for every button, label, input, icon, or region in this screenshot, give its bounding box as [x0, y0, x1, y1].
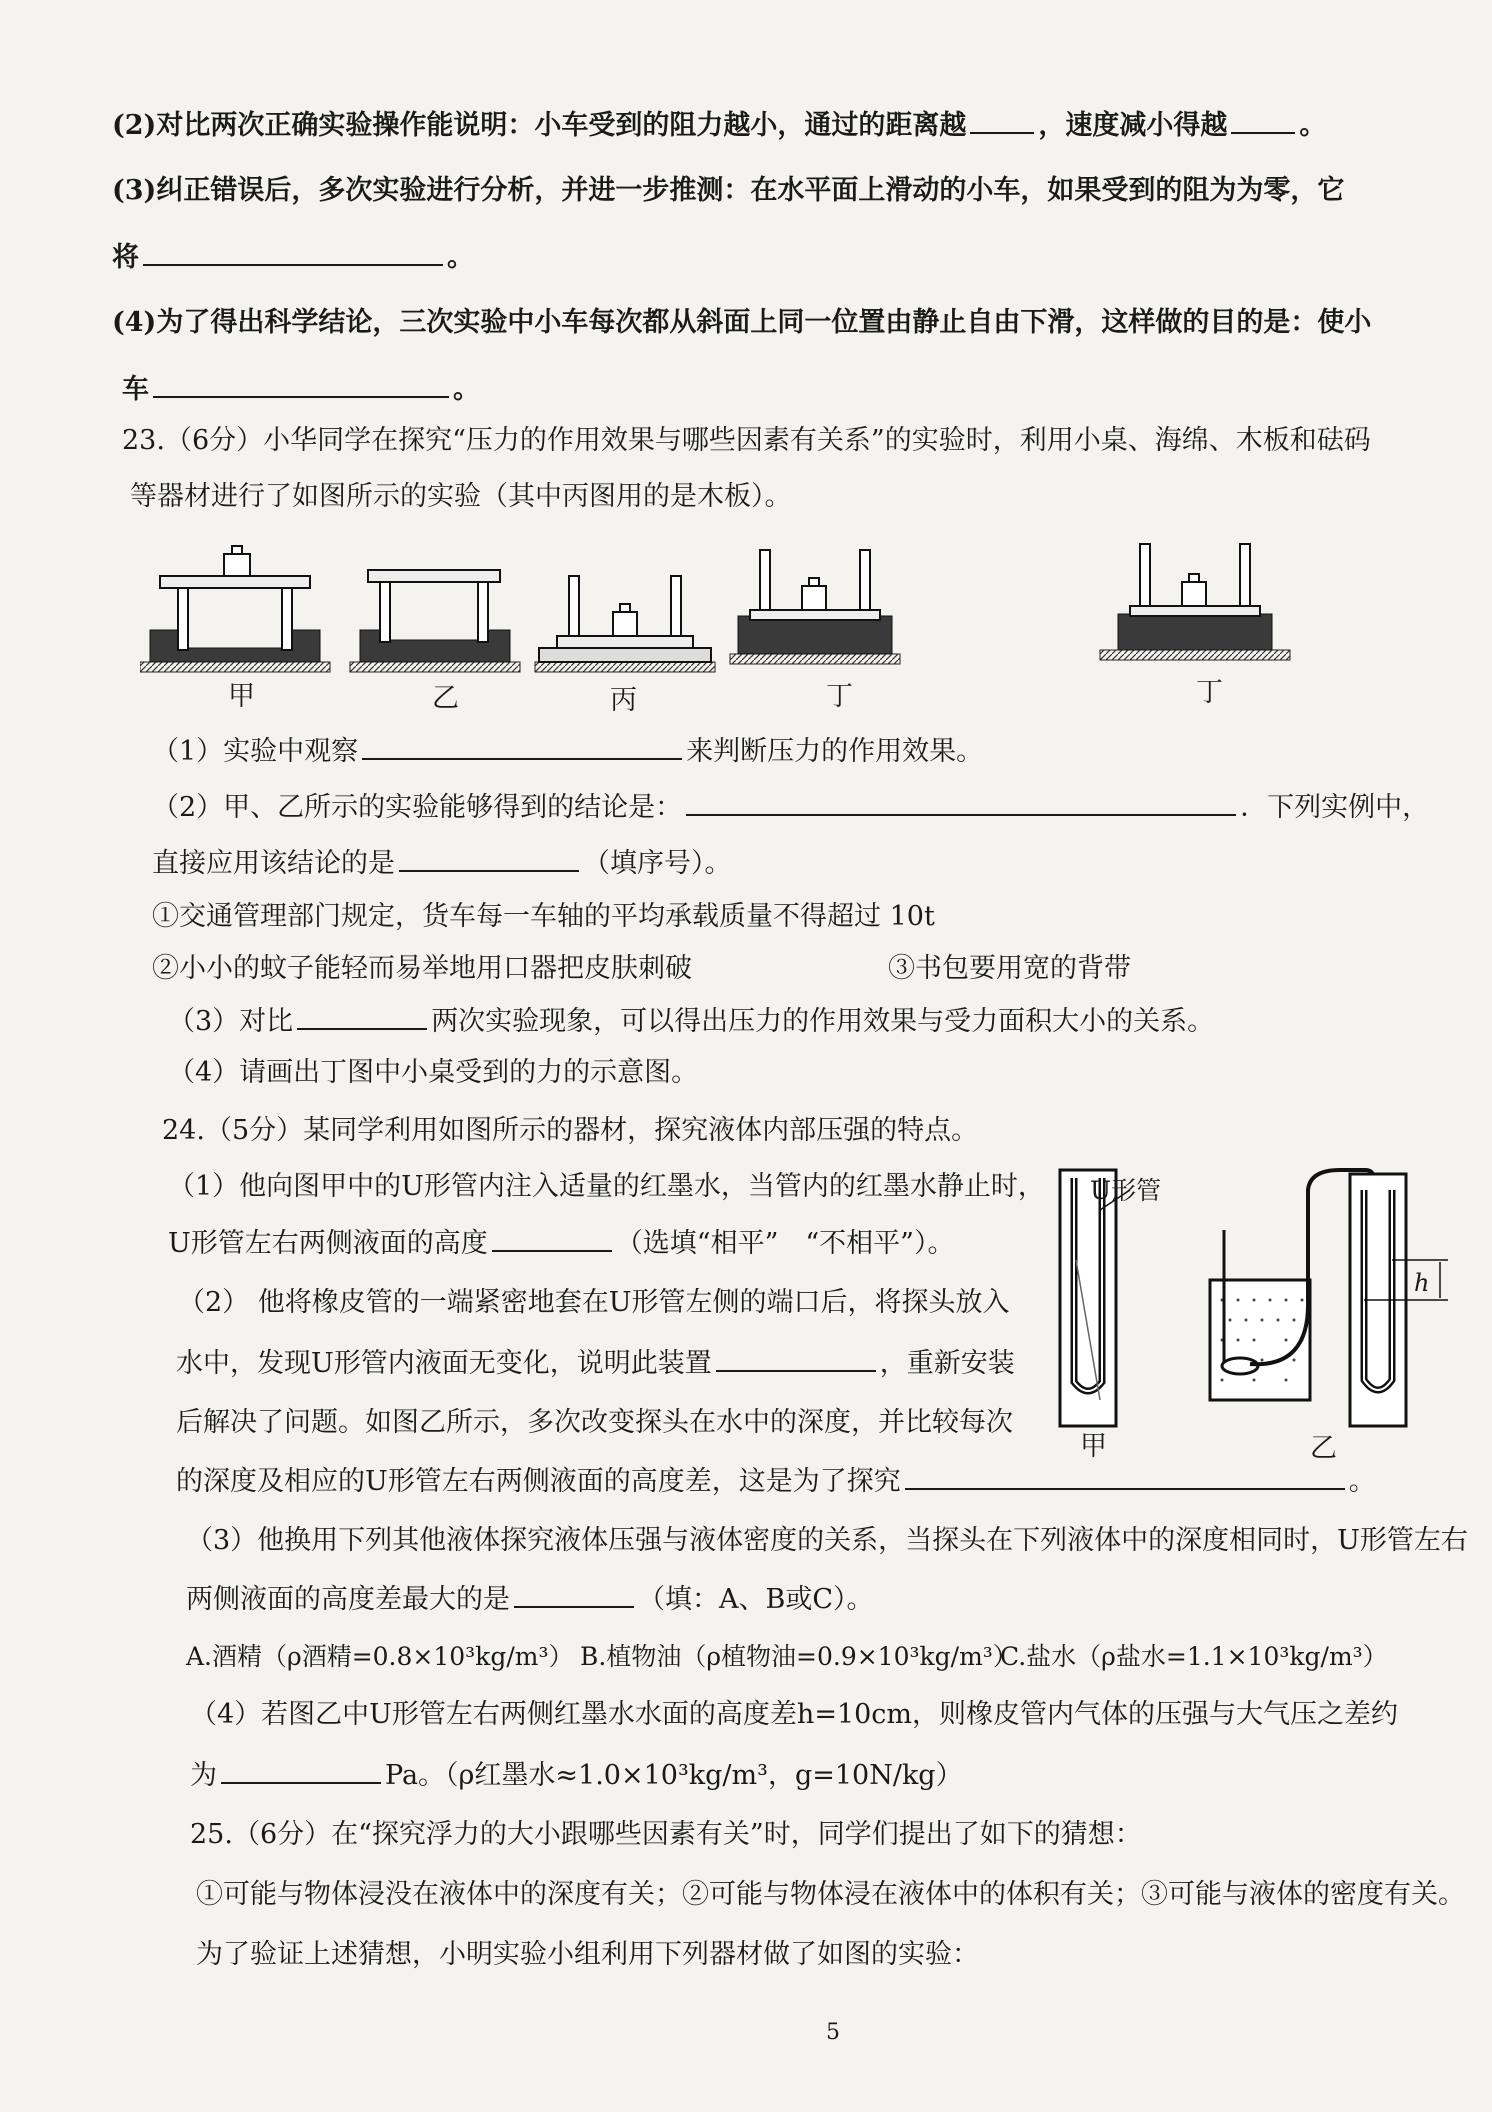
q24-part4-text-c: Pa。（ρ红墨水≈1.0×10³kg/m³，g=10N/kg） — [385, 1760, 963, 1791]
answer-blank[interactable] — [514, 1582, 634, 1608]
q24-part2-line3: 后解决了问题。如图乙所示，多次改变探头在水中的深度，并比较每次 — [176, 1407, 1013, 1438]
page-number: 5 — [826, 2020, 840, 2045]
answer-blank[interactable] — [492, 1226, 612, 1252]
answer-blank[interactable] — [153, 372, 449, 398]
u-tube-jia — [1060, 1170, 1130, 1426]
caption-u-jia: 甲 — [1080, 1431, 1107, 1462]
q24-part2-text-f: 。 — [1348, 1466, 1376, 1497]
q22-part3-text-b: 将 — [112, 242, 139, 273]
answer-blank[interactable] — [1231, 108, 1295, 134]
q22-part4-text-c: 。 — [453, 374, 480, 405]
caption-jia: 甲 — [228, 681, 255, 712]
q24-part4: （4）若图乙中U形管左右两侧红墨水水面的高度差h=10cm，则橡皮管内气体的压强与大气压之差约 — [190, 1699, 1399, 1730]
q24-heading: 24.（5分）某同学利用如图所示的器材，探究液体内部压强的特点。 — [162, 1115, 979, 1146]
q24-part1: （1）他向图甲中的U形管内注入适量的红墨水，当管内的红墨水静止时， — [168, 1171, 1045, 1202]
q22-part4: (4)为了得出科学结论，三次实验中小车每次都从斜面上同一位置由静止自由下滑，这样做的目的是：使小 — [112, 307, 1372, 338]
q23-option-1: ①交通管理部门规定，货车每一车轴的平均承载质量不得超过 10t — [152, 901, 935, 932]
caption-ding-2: 丁 — [1196, 677, 1223, 708]
q23-part1-text: （1）实验中观察 — [152, 736, 359, 767]
q22-part2-text: (2)对比两次正确实验操作能说明：小车受到的阻力越小，通过的距离越 — [112, 110, 967, 141]
answer-blank[interactable] — [716, 1346, 876, 1372]
q24-option-a: A.酒精（ρ酒精=0.8×10³kg/m³） — [186, 1642, 574, 1671]
answer-blank[interactable] — [399, 846, 579, 872]
fig-ding-2 — [1100, 544, 1290, 660]
q23-part2 — [152, 790, 1429, 825]
fig-jia — [140, 546, 330, 672]
q24-part2-line2 — [176, 1346, 1015, 1381]
q24-option-c: C.盐水（ρ盐水=1.1×10³kg/m³） — [1000, 1642, 1388, 1671]
fig-ding — [730, 550, 900, 664]
q25-tail: 为了验证上述猜想，小明实验小组利用下列器材做了如图的实验： — [196, 1939, 979, 1970]
q23-part1-text-b: 来判断压力的作用效果。 — [686, 736, 984, 767]
q23-part4: （4）请画出丁图中小桌受到的力的示意图。 — [168, 1057, 699, 1088]
answer-blank[interactable] — [686, 790, 1236, 816]
q23-part3 — [168, 1004, 1214, 1039]
q22-part4-text-b: 车 — [122, 374, 149, 405]
answer-blank[interactable] — [143, 240, 443, 266]
height-diff-label: h — [1414, 1269, 1430, 1297]
q23-part2-text-c: 直接应用该结论的是 — [152, 848, 395, 879]
q24-part2-text-e: 的深度及相应的U形管左右两侧液面的高度差，这是为了探究 — [176, 1466, 901, 1497]
q25-guesses: ①可能与物体浸没在液体中的深度有关；②可能与物体浸在液体中的体积有关；③可能与液体的密度有关。 — [196, 1879, 1465, 1910]
q23-option-3: ③书包要用宽的背带 — [888, 953, 1131, 984]
pressure-experiment-figure — [140, 540, 1320, 720]
q24-part3-line2 — [186, 1582, 874, 1617]
q24-part3-text-b: 两侧液面的高度差最大的是 — [186, 1584, 510, 1615]
caption-bing: 丙 — [610, 685, 637, 716]
q24-part1-text-b: U形管左右两侧液面的高度 — [168, 1228, 488, 1259]
caption-u-yi: 乙 — [1310, 1433, 1337, 1464]
u-tube-yi — [1210, 1170, 1448, 1426]
q23-part3-text: （3）对比 — [168, 1006, 294, 1037]
q24-part4-line2 — [190, 1758, 963, 1793]
answer-blank[interactable] — [221, 1758, 381, 1784]
q24-part3: （3）他换用下列其他液体探究液体压强与液体密度的关系，当探头在下列液体中的深度相同时，U形管左右 — [186, 1525, 1468, 1556]
q22-part3-text-c: 。 — [447, 242, 474, 273]
q23-heading-line2: 等器材进行了如图所示的实验（其中丙图用的是木板）。 — [130, 481, 792, 512]
q23-part2-line2 — [152, 846, 732, 881]
q25-heading: 25.（6分）在“探究浮力的大小跟哪些因素有关”时，同学们提出了如下的猜想： — [190, 1819, 1142, 1850]
q23-option-2: ②小小的蚊子能轻而易举地用口器把皮肤刺破 — [152, 953, 692, 984]
q22-part2 — [112, 108, 1326, 143]
q24-part2: （2） 他将橡皮管的一端紧密地套在U形管左侧的端口后，将探头放入 — [178, 1287, 1010, 1318]
answer-blank[interactable] — [970, 108, 1034, 134]
q22-part3-line2 — [112, 240, 474, 275]
q24-part1-text-c: （选填“相平” “不相平”）。 — [615, 1228, 955, 1259]
q23-part1 — [152, 734, 983, 769]
q22-part2-text-c: 。 — [1299, 110, 1327, 141]
q22-part3: (3)纠正错误后，多次实验进行分析，并进一步推测：在水平面上滑动的小车，如果受到的阻为为零，它 — [112, 175, 1345, 206]
answer-blank[interactable] — [362, 734, 682, 760]
q24-part4-text-b: 为 — [190, 1760, 217, 1791]
q23-part3-text-b: 两次实验现象，可以得出压力的作用效果与受力面积大小的关系。 — [431, 1006, 1215, 1037]
q22-part4-line2 — [122, 372, 480, 407]
fig-yi — [350, 570, 520, 672]
q23-heading: 23.（6分）小华同学在探究“压力的作用效果与哪些因素有关系”的实验时，利用小桌、海绵、木板和砝码 — [122, 425, 1371, 456]
q22-part2-text-b: ，速度减小得越 — [1038, 110, 1228, 141]
q24-part3-text-c: （填：A、B或C）。 — [638, 1584, 874, 1615]
q24-part2-text-b: 水中，发现U形管内液面无变化，说明此装置 — [176, 1348, 712, 1379]
q23-part2-text: （2）甲、乙所示的实验能够得到的结论是： — [152, 792, 683, 823]
answer-blank[interactable] — [905, 1464, 1345, 1490]
fig-bing — [535, 576, 715, 672]
caption-yi: 乙 — [432, 683, 459, 714]
u-tube-label: U形管 — [1090, 1176, 1162, 1205]
q23-part2-text-d: （填序号）。 — [583, 848, 732, 879]
answer-blank[interactable] — [297, 1004, 427, 1030]
q23-part2-text-b: ．下列实例中， — [1240, 792, 1430, 823]
q24-part1-line2 — [168, 1226, 954, 1261]
q24-option-b: B.植物油（ρ植物油=0.9×10³kg/m³） — [580, 1642, 1018, 1671]
caption-ding: 丁 — [826, 681, 853, 712]
q24-part2-text-c: ，重新安装 — [879, 1348, 1015, 1379]
q24-part2-line4 — [176, 1464, 1376, 1499]
